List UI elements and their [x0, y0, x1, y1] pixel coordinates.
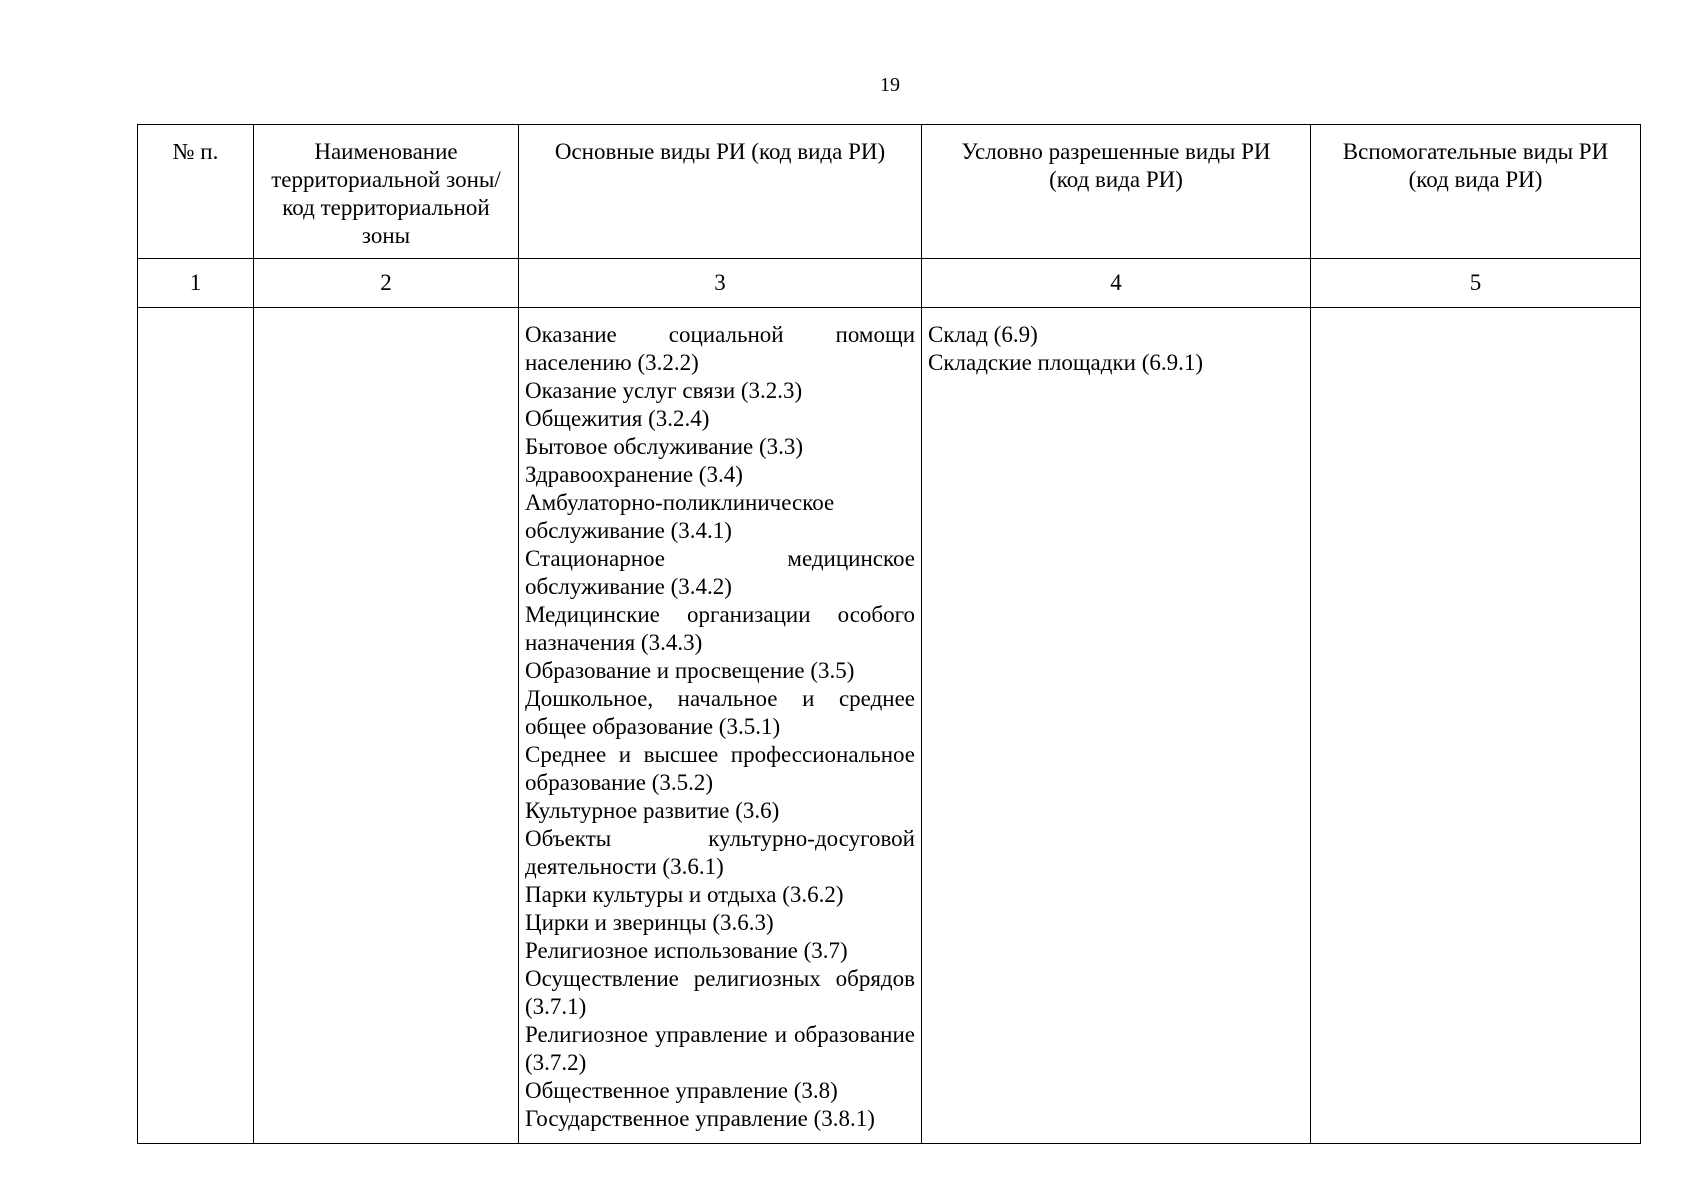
list-item: Общежития (3.2.4): [525, 406, 710, 431]
header-zone-name: Наименование территориальной зоны/код территориальной зоны: [254, 125, 519, 259]
list-item: Объекты культурно-досуговой деятельности (3.6.1): [525, 826, 915, 879]
header-conditional-uses: Условно разрешенные виды РИ (код вида РИ): [922, 125, 1311, 259]
column-number: 4: [922, 259, 1311, 308]
list-item: Оказание социальной помощи населению (3.2.2): [525, 322, 915, 375]
zones-table: [137, 124, 1641, 1144]
list-item: Стационарное медицинское обслуживание (3.4.2): [525, 546, 915, 599]
list-item: Оказание услуг связи (3.2.3): [525, 378, 803, 403]
list-item: Религиозное использование (3.7): [525, 938, 848, 963]
list-item: Складские площадки (6.9.1): [928, 350, 1204, 375]
list-item: Среднее и высшее профессиональное образование (3.5.2): [525, 742, 915, 795]
column-number: 3: [519, 259, 922, 308]
conditional-uses-list: [922, 321, 1310, 377]
list-item: Образование и просвещение (3.5): [525, 658, 855, 683]
list-item: Общественное управление (3.8): [525, 1078, 838, 1103]
table-row: [138, 308, 1641, 1144]
column-number: 2: [254, 259, 519, 308]
list-item: Медицинские организации особого назначения (3.4.3): [525, 602, 915, 655]
conditional-uses-cell: [922, 308, 1311, 1144]
header-main-uses: Основные виды РИ (код вида РИ): [519, 125, 922, 259]
auxiliary-uses-cell: [1311, 308, 1641, 1144]
list-item: Культурное развитие (3.6): [525, 798, 780, 823]
list-item: Государственное управление (3.8.1): [525, 1106, 875, 1131]
zone-name-cell: [254, 308, 519, 1144]
list-item: Амбулаторно-поликлиническое обслуживание (3.4.1): [525, 490, 835, 543]
list-item: Здравоохранение (3.4): [525, 462, 743, 487]
list-item: Склад (6.9): [928, 322, 1038, 347]
list-item: Бытовое обслуживание (3.3): [525, 434, 804, 459]
column-number: 5: [1311, 259, 1641, 308]
main-uses-list: [519, 321, 921, 1133]
list-item: Парки культуры и отдыха (3.6.2): [525, 882, 844, 907]
list-item: Религиозное управление и образование (3.7.2): [525, 1022, 915, 1075]
header-auxiliary-uses: Вспомогательные виды РИ (код вида РИ): [1311, 125, 1641, 259]
list-item: Дошкольное, начальное и среднее общее образование (3.5.1): [525, 686, 915, 739]
page-number: 19: [880, 74, 900, 96]
column-number-row: [138, 259, 1641, 308]
list-item: Осуществление религиозных обрядов (3.7.1): [525, 966, 915, 1019]
main-uses-cell: [519, 308, 922, 1144]
table-header-row: [138, 125, 1641, 259]
row-number-cell: [138, 308, 254, 1144]
list-item: Цирки и зверинцы (3.6.3): [525, 910, 774, 935]
header-number: № п.: [138, 125, 254, 259]
column-number: 1: [138, 259, 254, 308]
